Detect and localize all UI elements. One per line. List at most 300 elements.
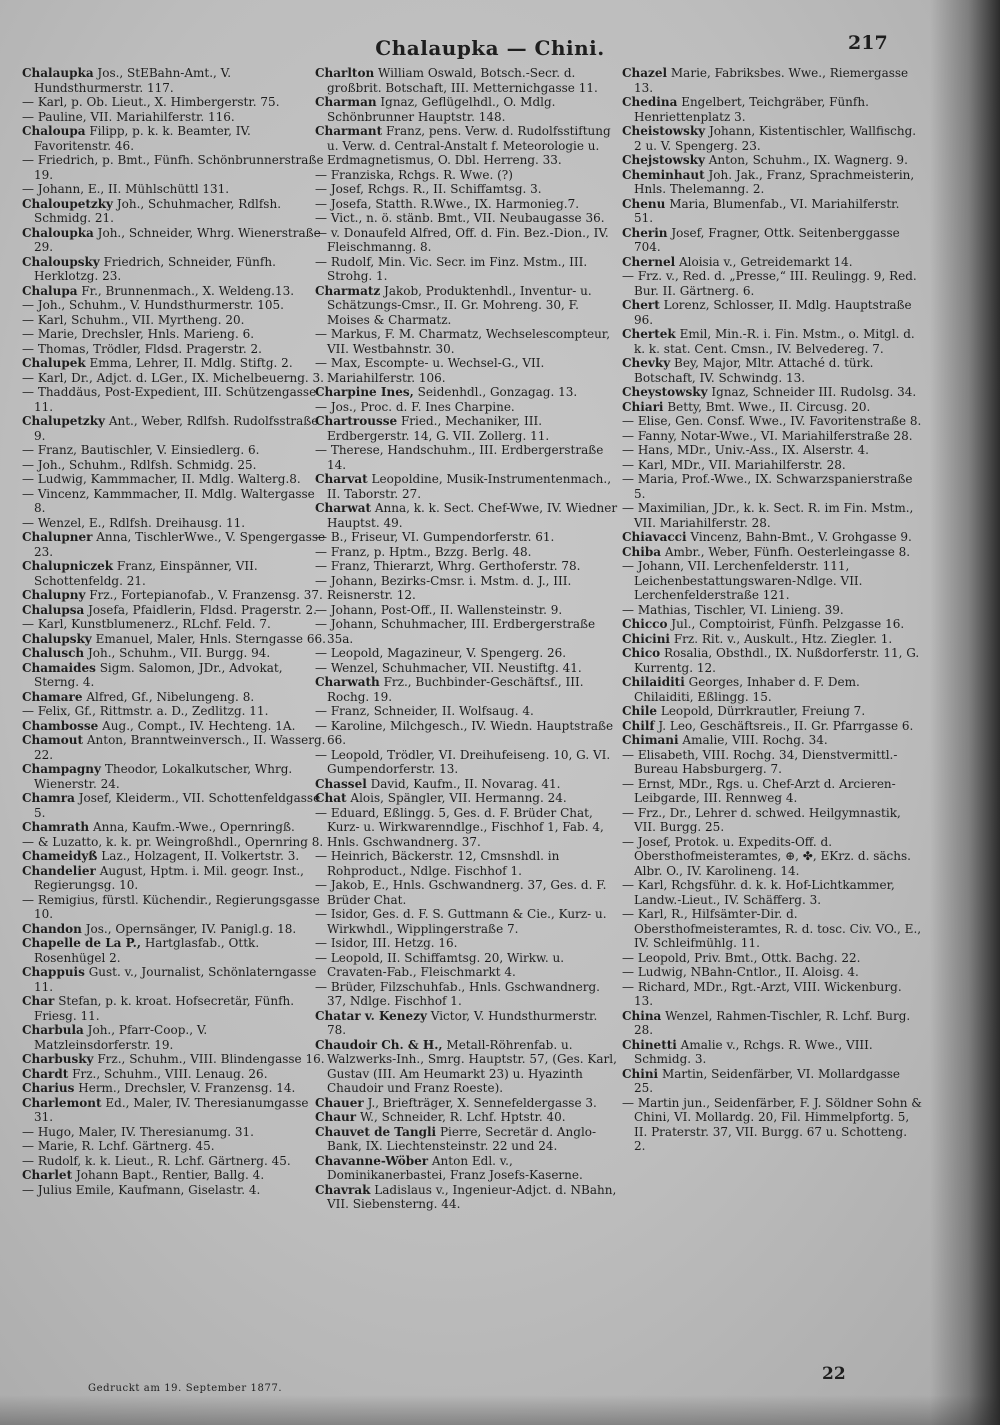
entry-details: — Julius Emile, Kaufmann, Giselastr. 4.	[22, 1182, 261, 1197]
directory-entry	[22, 835, 327, 850]
entry-details: Anton, Branntweinversch., II. Wasserg. 22.	[34, 733, 326, 762]
directory-entry	[622, 458, 922, 473]
directory-entry	[622, 704, 922, 719]
entry-details: — Ludwig, Kammmacher, II. Mdlg. Walterg.8.	[22, 472, 301, 486]
directory-entry	[22, 617, 327, 632]
directory-entry	[22, 588, 327, 603]
directory-entry	[22, 530, 327, 559]
entry-surname: Chalupniczek	[22, 559, 114, 573]
entry-surname: Chameidyß	[22, 849, 98, 863]
entry-details: Jul., Comptoirist, Fünfh. Pelzgasse 16.	[671, 617, 905, 631]
directory-entry	[315, 1125, 620, 1154]
entry-details: Amalie, VIII. Rochg. 34.	[682, 733, 828, 747]
directory-entry	[622, 298, 922, 327]
entry-details: — Elisabeth, VIII. Rochg. 34, Dienstvermittl.-Bureau Habsburgerg. 7.	[622, 747, 898, 776]
entry-surname: Chalupetzky	[22, 414, 106, 428]
entry-surname: Chalupsa	[22, 602, 85, 617]
page-number: 217	[848, 32, 888, 54]
directory-entry	[622, 965, 922, 980]
directory-entry	[22, 516, 327, 531]
page-edge-shadow	[930, 0, 1000, 1425]
entry-surname: Chardt	[22, 1066, 69, 1081]
directory-entry	[22, 1096, 327, 1125]
entry-details: — Vincenz, Kammmacher, II. Mdlg. Waltergasse 8.	[22, 486, 315, 515]
entry-details: — Wenzel, Schuhmacher, VII. Neustiftg. 41.	[315, 660, 582, 675]
directory-entry	[315, 951, 620, 980]
directory-entry	[315, 545, 620, 560]
entry-surname: Chaur	[315, 1110, 357, 1124]
directory-entry	[22, 936, 327, 965]
directory-entry	[22, 762, 327, 791]
entry-surname: Cherin	[622, 225, 668, 240]
directory-entry	[622, 429, 922, 444]
directory-entry	[22, 313, 327, 328]
directory-entry	[622, 1067, 922, 1096]
entry-details: Alois, Spängler, VII. Hermanng. 24.	[350, 791, 567, 805]
entry-details: David, Kaufm., II. Novarag. 41.	[370, 776, 561, 791]
directory-entry	[622, 269, 922, 298]
directory-entry	[315, 1009, 620, 1038]
entry-details: — Martin jun., Seidenfärber, F. J. Söldner Sohn & Chini, VI. Mollardg. 20, Fil. Himmelpfortg. 5, II. Praterstr. 37, VII. Burgg. 67 u. Schotteng. 2.	[622, 1095, 922, 1153]
entry-details: — Rudolf, k. k. Lieut., R. Lchf. Gärtnerg. 45.	[22, 1153, 291, 1168]
directory-entry	[315, 1154, 620, 1183]
directory-entry	[622, 530, 922, 545]
entry-details: — Maximilian, JDr., k. k. Sect. R. im Fin. Mstm., VII. Mariahilferstr. 28.	[622, 501, 914, 530]
directory-entry	[622, 414, 922, 429]
entry-surname: Chernel	[622, 254, 676, 269]
directory-entry	[22, 226, 327, 255]
entry-details: Jakob, Produktenhdl., Inventur- u. Schätzungs-Cmsr., II. Gr. Mohreng. 30, F. Moises & Charmatz.	[327, 283, 592, 327]
directory-entry	[22, 719, 327, 734]
entry-details: Victor, V. Hundsthurmerstr. 78.	[327, 1008, 598, 1037]
directory-entry	[622, 632, 922, 647]
entry-details: William Oswald, Botsch.-Secr. d. großbrit. Botschaft, III. Metternichgasse 11.	[327, 66, 598, 95]
entry-surname: Charbusky	[22, 1052, 94, 1066]
directory-entry	[22, 1154, 327, 1169]
directory-entry	[622, 400, 922, 415]
directory-entry	[22, 255, 327, 284]
entry-details: Frz., Schuhm., VIII. Lenaug. 26.	[72, 1066, 268, 1081]
entry-surname: Charbula	[22, 1023, 84, 1037]
entry-surname: Chinetti	[622, 1037, 677, 1052]
entry-surname: Chamare	[22, 689, 83, 704]
entry-details: Herm., Drechsler, V. Franzensg. 14.	[78, 1081, 296, 1095]
entry-surname: Chalusch	[22, 646, 85, 660]
entry-details: Seidenhdl., Gonzagag. 13.	[417, 385, 578, 399]
entry-details: W., Schneider, R. Lchf. Hptstr. 40.	[359, 1110, 566, 1124]
directory-entry	[622, 603, 922, 618]
entry-details: — Leopold, Magazineur, V. Spengerg. 26.	[315, 646, 567, 660]
directory-entry	[22, 646, 327, 661]
directory-entry	[22, 893, 327, 922]
entry-details: Frz., Fortepianofab., V. Franzensg. 37.	[89, 588, 323, 602]
entry-details: Fried., Mechaniker, III. Erdbergerstr. 14, G. VII. Zollerg. 11.	[327, 414, 550, 443]
page-bottom-shadow	[0, 1395, 1000, 1425]
directory-entry	[622, 878, 922, 907]
directory-entry	[315, 168, 620, 183]
directory-entry	[622, 124, 922, 153]
entry-details: — Josef, Rchgs. R., II. Schiffamtsg. 3.	[315, 182, 542, 196]
entry-surname: Chico	[622, 646, 661, 660]
directory-entry	[315, 385, 620, 400]
entry-details: Emil, Min.-R. i. Fin. Mstm., o. Mitgl. d. k. k. stat. Cent. Cmsn., IV. Belvedereg. 7.	[634, 327, 915, 356]
directory-entry	[22, 1081, 327, 1096]
entry-surname: Chaloupetzky	[22, 196, 114, 211]
entry-surname: Charlton	[315, 66, 375, 80]
entry-details: Aug., Compt., IV. Hechteng. 1A.	[102, 718, 296, 733]
entry-surname: Chaloupa	[22, 124, 86, 138]
directory-entry	[315, 472, 620, 501]
entry-details: Anna, TischlerWwe., V. Spengergasse 23.	[34, 530, 326, 559]
entry-details: Lorenz, Schlosser, II. Mdlg. Hauptstraße 96.	[634, 298, 912, 327]
directory-entry	[315, 559, 620, 574]
entry-details: Josef, Fragner, Ottk. Seitenberggasse 704.	[634, 225, 900, 254]
directory-entry	[622, 559, 922, 603]
directory-entry	[622, 1096, 922, 1154]
entry-details: Marie, Fabriksbes. Wwe., Riemergasse 13.	[634, 66, 909, 95]
entry-surname: Chartrousse	[315, 414, 398, 428]
entry-details: Josef, Kleiderm., VII. Schottenfeldgasse 5.	[34, 791, 321, 820]
entry-details: — Karl, MDr., VII. Mariahilferstr. 28.	[622, 457, 846, 472]
entry-details: — Ernst, MDr., Rgs. u. Chef-Arzt d. Arcieren-Leibgarde, III. Rennweg 4.	[622, 776, 896, 805]
directory-entry	[22, 1125, 327, 1140]
directory-entry	[315, 907, 620, 936]
directory-entry	[622, 617, 922, 632]
entry-surname: Char	[22, 994, 55, 1008]
directory-entry	[315, 197, 620, 212]
entry-surname: Chassel	[315, 776, 367, 791]
directory-entry	[22, 1168, 327, 1183]
entry-surname: Chat	[315, 791, 347, 805]
directory-entry	[622, 646, 922, 675]
entry-details: — Markus, F. M. Charmatz, Wechselescompteur, VII. Westbahnstr. 30.	[315, 327, 611, 356]
entry-details: Stefan, p. k. kroat. Hofsecretär, Fünfh. Friesg. 11.	[34, 994, 295, 1023]
directory-entry	[22, 1183, 327, 1198]
entry-details: Ladislaus v., Ingenieur-Adjct. d. NBahn, VII. Siebensterng. 44.	[327, 1182, 617, 1211]
entry-surname: Cheistowsky	[622, 124, 706, 138]
directory-entry	[315, 574, 620, 603]
entry-surname: Charman	[315, 95, 377, 109]
entry-details: — Pauline, VII. Mariahilferstr. 116.	[22, 109, 235, 124]
entry-surname: Chalupsky	[22, 631, 92, 646]
entry-surname: Chamaides	[22, 660, 96, 675]
entry-surname: Charlet	[22, 1168, 73, 1182]
directory-entry	[22, 559, 327, 588]
directory-entry	[315, 661, 620, 676]
entry-details: — Isidor, Ges. d. F. S. Guttmann & Cie., Kurz- u. Wirkwhdl., Wipplingerstraße 7.	[315, 907, 607, 936]
directory-entry	[622, 153, 922, 168]
entry-surname: Charius	[22, 1081, 75, 1095]
entry-surname: Chalupny	[22, 588, 86, 602]
entry-surname: Chamout	[22, 733, 84, 747]
directory-entry	[622, 327, 922, 356]
entry-details: Friedrich, Schneider, Fünfh. Herklotzg. 23.	[34, 254, 276, 283]
entry-details: Maria, Blumenfab., VI. Mariahilferstr. 51.	[634, 196, 900, 225]
entry-details: — Joh., Schuhm., V. Hundsthurmerstr. 105.	[22, 298, 284, 312]
directory-entry	[315, 124, 620, 168]
directory-entry	[315, 211, 620, 226]
entry-details: — Hugo, Maler, IV. Theresianumg. 31.	[22, 1124, 254, 1139]
directory-entry	[22, 1139, 327, 1154]
entry-details: — Joh., Schuhm., Rdlfsh. Schmidg. 25.	[22, 457, 257, 472]
entry-details: — Isidor, III. Hetzg. 16.	[315, 936, 458, 950]
directory-entry	[22, 443, 327, 458]
directory-entry	[22, 632, 327, 647]
directory-entry	[622, 356, 922, 385]
entry-details: — Josefa, Statth. R.Wwe., IX. Harmonieg.7.	[315, 196, 580, 211]
directory-entry	[315, 1183, 620, 1212]
entry-details: August, Hptm. i. Mil. geogr. Inst., Regierungsg. 10.	[34, 863, 304, 892]
entry-details: Joh., Pfarr-Coop., V. Matzleinsdorferstr. 19.	[34, 1023, 208, 1052]
entry-details: Georges, Inhaber d. F. Dem. Chilaiditi, Eßlingg. 15.	[634, 675, 860, 704]
entry-details: Sigm. Salomon, JDr., Advokat, Sterng. 4.	[34, 660, 283, 689]
directory-entry	[22, 791, 327, 820]
entry-details: — Marie, R. Lchf. Gärtnerg. 45.	[22, 1139, 215, 1153]
directory-entry	[622, 777, 922, 806]
entry-details: — Eduard, Eßlingg. 5, Ges. d. F. Brüder Chat, Kurz- u. Wirkwarenndlge., Fischhof 1, Fab. 4, Hnls. Gschwandnerg. 37.	[315, 805, 604, 849]
entry-details: Franz, Einspänner, VII. Schottenfeldg. 21.	[34, 559, 258, 588]
entry-details: Fr., Brunnenmach., X. Weldeng.13.	[81, 283, 295, 298]
directory-entry	[622, 168, 922, 197]
directory-entry	[622, 675, 922, 704]
entry-details: — Rudolf, Min. Vic. Secr. im Finz. Mstm., III. Strohg. 1.	[315, 254, 588, 283]
entry-details: Bey, Major, Mltr. Attaché d. türk. Botschaft, IV. Schwindg. 13.	[634, 356, 874, 385]
directory-entry	[315, 226, 620, 255]
directory-entry	[22, 356, 327, 371]
entry-details: Rosalia, Obsthdl., IX. Nußdorferstr. 11, G. Kurrentg. 12.	[634, 646, 920, 675]
entry-details: — Vict., n. ö. stänb. Bmt., VII. Neubaugasse 36.	[315, 211, 605, 225]
entry-surname: Chile	[622, 704, 658, 718]
entry-details: — Franz, Thierarzt, Whrg. Gerthoferstr. 78.	[315, 559, 581, 573]
directory-entry	[315, 646, 620, 661]
entry-surname: Chicco	[622, 617, 668, 631]
directory-entry	[622, 1009, 922, 1038]
entry-details: — Heinrich, Bäckerstr. 12, Cmsnshdl. in Rohproduct., Ndlge. Fischhof 1.	[315, 849, 560, 878]
entry-details: — Franz, Bautischler, V. Einsiedlerg. 6.	[22, 443, 260, 457]
entry-surname: Cheminhaut	[622, 167, 705, 182]
entry-surname: Charpine Ines,	[315, 385, 414, 399]
entry-details: Emma, Lehrer, II. Mdlg. Stiftg. 2.	[89, 356, 293, 370]
entry-details: — Friedrich, p. Bmt., Fünfh. Schönbrunnerstraße 19.	[22, 153, 324, 182]
directory-entry	[622, 806, 922, 835]
entry-surname: Chatar v. Kenezy	[315, 1008, 427, 1023]
directory-entry	[315, 980, 620, 1009]
directory-entry	[315, 414, 620, 443]
entry-surname: Chilf	[622, 718, 655, 733]
entry-surname: Chalaupka	[22, 66, 94, 80]
entry-details: Ed., Maler, IV. Theresianumgasse 31.	[34, 1095, 309, 1124]
entry-details: — Elise, Gen. Consf. Wwe., IV. Favoritenstraße 8.	[622, 414, 922, 428]
entry-details: Anna, Kaufm.-Wwe., Opernringß.	[92, 820, 295, 834]
entry-surname: Chauvet de Tangli	[315, 1124, 437, 1139]
entry-details: Hartglasfab., Ottk. Rosenhügel 2.	[34, 936, 260, 965]
entry-details: Pierre, Secretär d. Anglo-Bank, IX. Liechtensteinstr. 22 und 24.	[327, 1124, 597, 1153]
entry-details: — Johann, Bezirks-Cmsr. i. Mstm. d. J., III. Reisnerstr. 12.	[315, 573, 572, 602]
entry-details: — Frz., Dr., Lehrer d. schwed. Heilgymnastik, VII. Burgg. 25.	[622, 805, 901, 834]
directory-entry	[22, 197, 327, 226]
directory-entry	[22, 965, 327, 994]
entry-details: Theodor, Lokalkutscher, Whrg. Wienerstr. 24.	[34, 762, 293, 791]
entry-surname: Charwath	[315, 675, 380, 689]
directory-entry	[622, 95, 922, 124]
entry-surname: Chaloupka	[22, 225, 94, 240]
directory-entry	[22, 690, 327, 705]
column-right	[622, 66, 922, 1366]
directory-entry	[22, 820, 327, 835]
directory-entry	[315, 255, 620, 284]
directory-entry	[22, 110, 327, 125]
directory-entry	[315, 356, 620, 385]
directory-entry	[315, 617, 620, 646]
entry-surname: Chaloupsky	[22, 254, 100, 269]
directory-entry	[22, 1052, 327, 1067]
entry-surname: Charmant	[315, 124, 383, 138]
directory-entry	[22, 414, 327, 443]
entry-details: Anton, Schuhm., IX. Wagnerg. 9.	[708, 153, 908, 167]
entry-surname: Chiba	[622, 544, 661, 559]
entry-surname: Chamrath	[22, 820, 90, 834]
directory-entry	[22, 603, 327, 618]
directory-entry	[622, 719, 922, 734]
entry-details: — Richard, MDr., Rgt.-Arzt, VIII. Wickenburg. 13.	[622, 979, 902, 1008]
directory-entry	[315, 791, 620, 806]
entry-details: — Hans, MDr., Univ.-Ass., IX. Alserstr. 4.	[622, 443, 869, 457]
directory-entry	[315, 878, 620, 907]
entry-surname: Chini	[622, 1066, 659, 1081]
directory-entry	[22, 327, 327, 342]
directory-entry	[22, 66, 327, 95]
entry-details: — Frz. v., Red. d. „Presse,“ III. Reulingg. 9, Red. Bur. II. Gärtnerg. 6.	[622, 269, 917, 298]
entry-details: Joh., Schneider, Whrg. Wienerstraße 29.	[34, 225, 321, 254]
entry-surname: Chavanne-Wöber	[315, 1153, 429, 1168]
directory-entry	[22, 182, 327, 197]
entry-details: Anna, k. k. Sect. Chef-Wwe, IV. Wiedner Hauptst. 49.	[327, 501, 618, 530]
entry-surname: Chilaiditi	[622, 675, 685, 689]
directory-entry	[622, 255, 922, 270]
directory-entry	[22, 385, 327, 414]
entry-details: — B., Friseur, VI. Gumpendorferstr. 61.	[315, 530, 555, 544]
entry-details: — Johann, VII. Lerchenfelderstr. 111, Leichenbestattungswaren-Ndlge. VII. Lerchenfelderstraße 121.	[622, 559, 863, 602]
directory-entry	[315, 530, 620, 545]
entry-details: — Johann, Schuhmacher, III. Erdbergerstraße 35a.	[315, 617, 596, 646]
entry-surname: Chappuis	[22, 965, 85, 979]
directory-entry	[315, 806, 620, 850]
entry-details: Joh., Schuhmacher, Rdlfsh. Schmidg. 21.	[34, 196, 282, 225]
entry-surname: Chandelier	[22, 863, 96, 878]
directory-entry	[315, 327, 620, 356]
entry-details: — Karl, Rchgsführ. d. k. k. Hof-Lichtkammer, Landw.-Lieut., IV. Schäfferg. 3.	[622, 878, 895, 907]
directory-entry	[315, 1096, 620, 1111]
directory-entry	[22, 298, 327, 313]
entry-details: — Remigius, fürstl. Küchendir., Regierungsgasse 10.	[22, 892, 320, 921]
entry-details: — Karl, Schuhm., VII. Myrtheng. 20.	[22, 312, 245, 327]
entry-surname: Chedina	[622, 95, 678, 109]
entry-details: — & Luzatto, k. k. pr. Weingroßhdl., Opernring 8.	[22, 834, 324, 849]
directory-entry	[315, 95, 620, 124]
directory-entry	[22, 922, 327, 937]
directory-entry	[315, 501, 620, 530]
print-date: Gedruckt am 19. September 1877.	[88, 1383, 283, 1394]
directory-entry	[622, 472, 922, 501]
entry-details: — Ludwig, NBahn-Cntlor., II. Aloisg. 4.	[622, 965, 859, 979]
entry-details: Gust. v., Journalist, Schönlaterngasse 11.	[34, 965, 317, 994]
entry-details: — Brüder, Filzschuhfab., Hnls. Gschwandnerg. 37, Ndlge. Fischhof 1.	[315, 979, 600, 1008]
entry-surname: Chertek	[622, 327, 676, 341]
entry-surname: Chauer	[315, 1095, 364, 1110]
directory-entry	[315, 748, 620, 777]
entry-details: — Felix, Gf., Rittmstr. a. D., Zedlitzg. 11.	[22, 704, 269, 718]
entry-surname: Chiavacci	[622, 530, 687, 544]
entry-details: — Jos., Proc. d. F. Ines Charpine.	[315, 399, 515, 414]
entry-surname: Cheystowsky	[622, 385, 708, 399]
entry-details: — Franziska, Rchgs. R. Wwe. (?)	[315, 167, 513, 182]
directory-entry	[315, 443, 620, 472]
entry-details: Franz, pens. Verw. d. Rudolfsstiftung u. Verw. d. Central-Anstalt f. Meteorologie u. Erdmagnetismus, O. Dbl. Herreng. 33.	[327, 124, 611, 167]
entry-details: Amalie v., Rchgs. R. Wwe., VIII. Schmidg. 3.	[634, 1037, 873, 1066]
entry-surname: Chejstowsky	[622, 153, 705, 167]
entry-details: Alfred, Gf., Nibelungeng. 8.	[86, 689, 255, 704]
directory-entry	[315, 1038, 620, 1096]
entry-details: Johann Bapt., Rentier, Ballg. 4.	[75, 1168, 265, 1182]
entry-details: — Leopold, II. Schiffamtsg. 20, Wirkw. u. Cravaten-Fab., Fleischmarkt 4.	[315, 950, 565, 979]
entry-surname: Chalupner	[22, 530, 93, 544]
directory-entry	[622, 951, 922, 966]
directory-entry	[315, 284, 620, 328]
entry-details: Engelbert, Teichgräber, Fünfh. Henriettenplatz 3.	[634, 95, 869, 124]
entry-details: — Karl, p. Ob. Lieut., X. Himbergerstr. 75.	[22, 95, 280, 109]
directory-entry	[315, 704, 620, 719]
entry-details: — Leopold, Priv. Bmt., Ottk. Bachg. 22.	[622, 950, 861, 965]
entry-details: — Thomas, Trödler, Fldsd. Pragerstr. 2.	[22, 341, 262, 356]
entry-details: — Karl, Dr., Adjct. d. LGer., IX. Michelbeuerng. 3.	[22, 370, 324, 385]
directory-entry	[22, 849, 327, 864]
directory-entry	[22, 95, 327, 110]
directory-entry	[22, 124, 327, 153]
directory-entry	[22, 472, 327, 487]
entry-details: Ambr., Weber, Fünfh. Oesterleingasse 8.	[664, 544, 911, 559]
directory-entry	[315, 66, 620, 95]
entry-details: — Maria, Prof.-Wwe., IX. Schwarzspanierstraße 5.	[622, 472, 913, 501]
directory-entry	[22, 864, 327, 893]
entry-surname: Chalupek	[22, 356, 86, 370]
directory-entry	[622, 748, 922, 777]
entry-details: Johann, Kistentischler, Wallfischg. 2 u. V. Spengerg. 23.	[634, 124, 917, 153]
directory-entry	[315, 675, 620, 704]
directory-entry	[22, 1023, 327, 1052]
entry-details: — Karoline, Milchgesch., IV. Wiedn. Hauptstraße 66.	[315, 718, 614, 747]
directory-entry	[22, 153, 327, 182]
entry-details: Frz., Schuhm., VIII. Blindengasse 16.	[97, 1052, 325, 1066]
entry-surname: Chazel	[622, 66, 668, 80]
entry-details: Vincenz, Bahn-Bmt., V. Grohgasse 9.	[690, 530, 912, 544]
directory-entry	[22, 704, 327, 719]
entry-surname: Champagny	[22, 762, 102, 776]
directory-entry	[622, 226, 922, 255]
entry-surname: Charlemont	[22, 1095, 102, 1110]
entry-surname: Chapelle de La P.,	[22, 936, 141, 950]
directory-entry	[622, 733, 922, 748]
entry-details: — Fanny, Notar-Wwe., VI. Mariahilferstraße 28.	[622, 428, 913, 443]
entry-details: Laz., Holzagent, II. Volkertstr. 3.	[101, 849, 300, 863]
entry-details: Josefa, Pfaidlerin, Fldsd. Pragerstr. 2.	[88, 602, 317, 617]
entry-surname: Chambosse	[22, 718, 99, 733]
directory-entry	[22, 342, 327, 357]
entry-details: Ant., Weber, Rdlfsh. Rudolfsstraße 9.	[34, 414, 319, 443]
directory-entry	[315, 182, 620, 197]
sheet-signature: 22	[822, 1364, 846, 1384]
entry-surname: Charwat	[315, 501, 372, 515]
entry-surname: Chert	[622, 298, 660, 312]
